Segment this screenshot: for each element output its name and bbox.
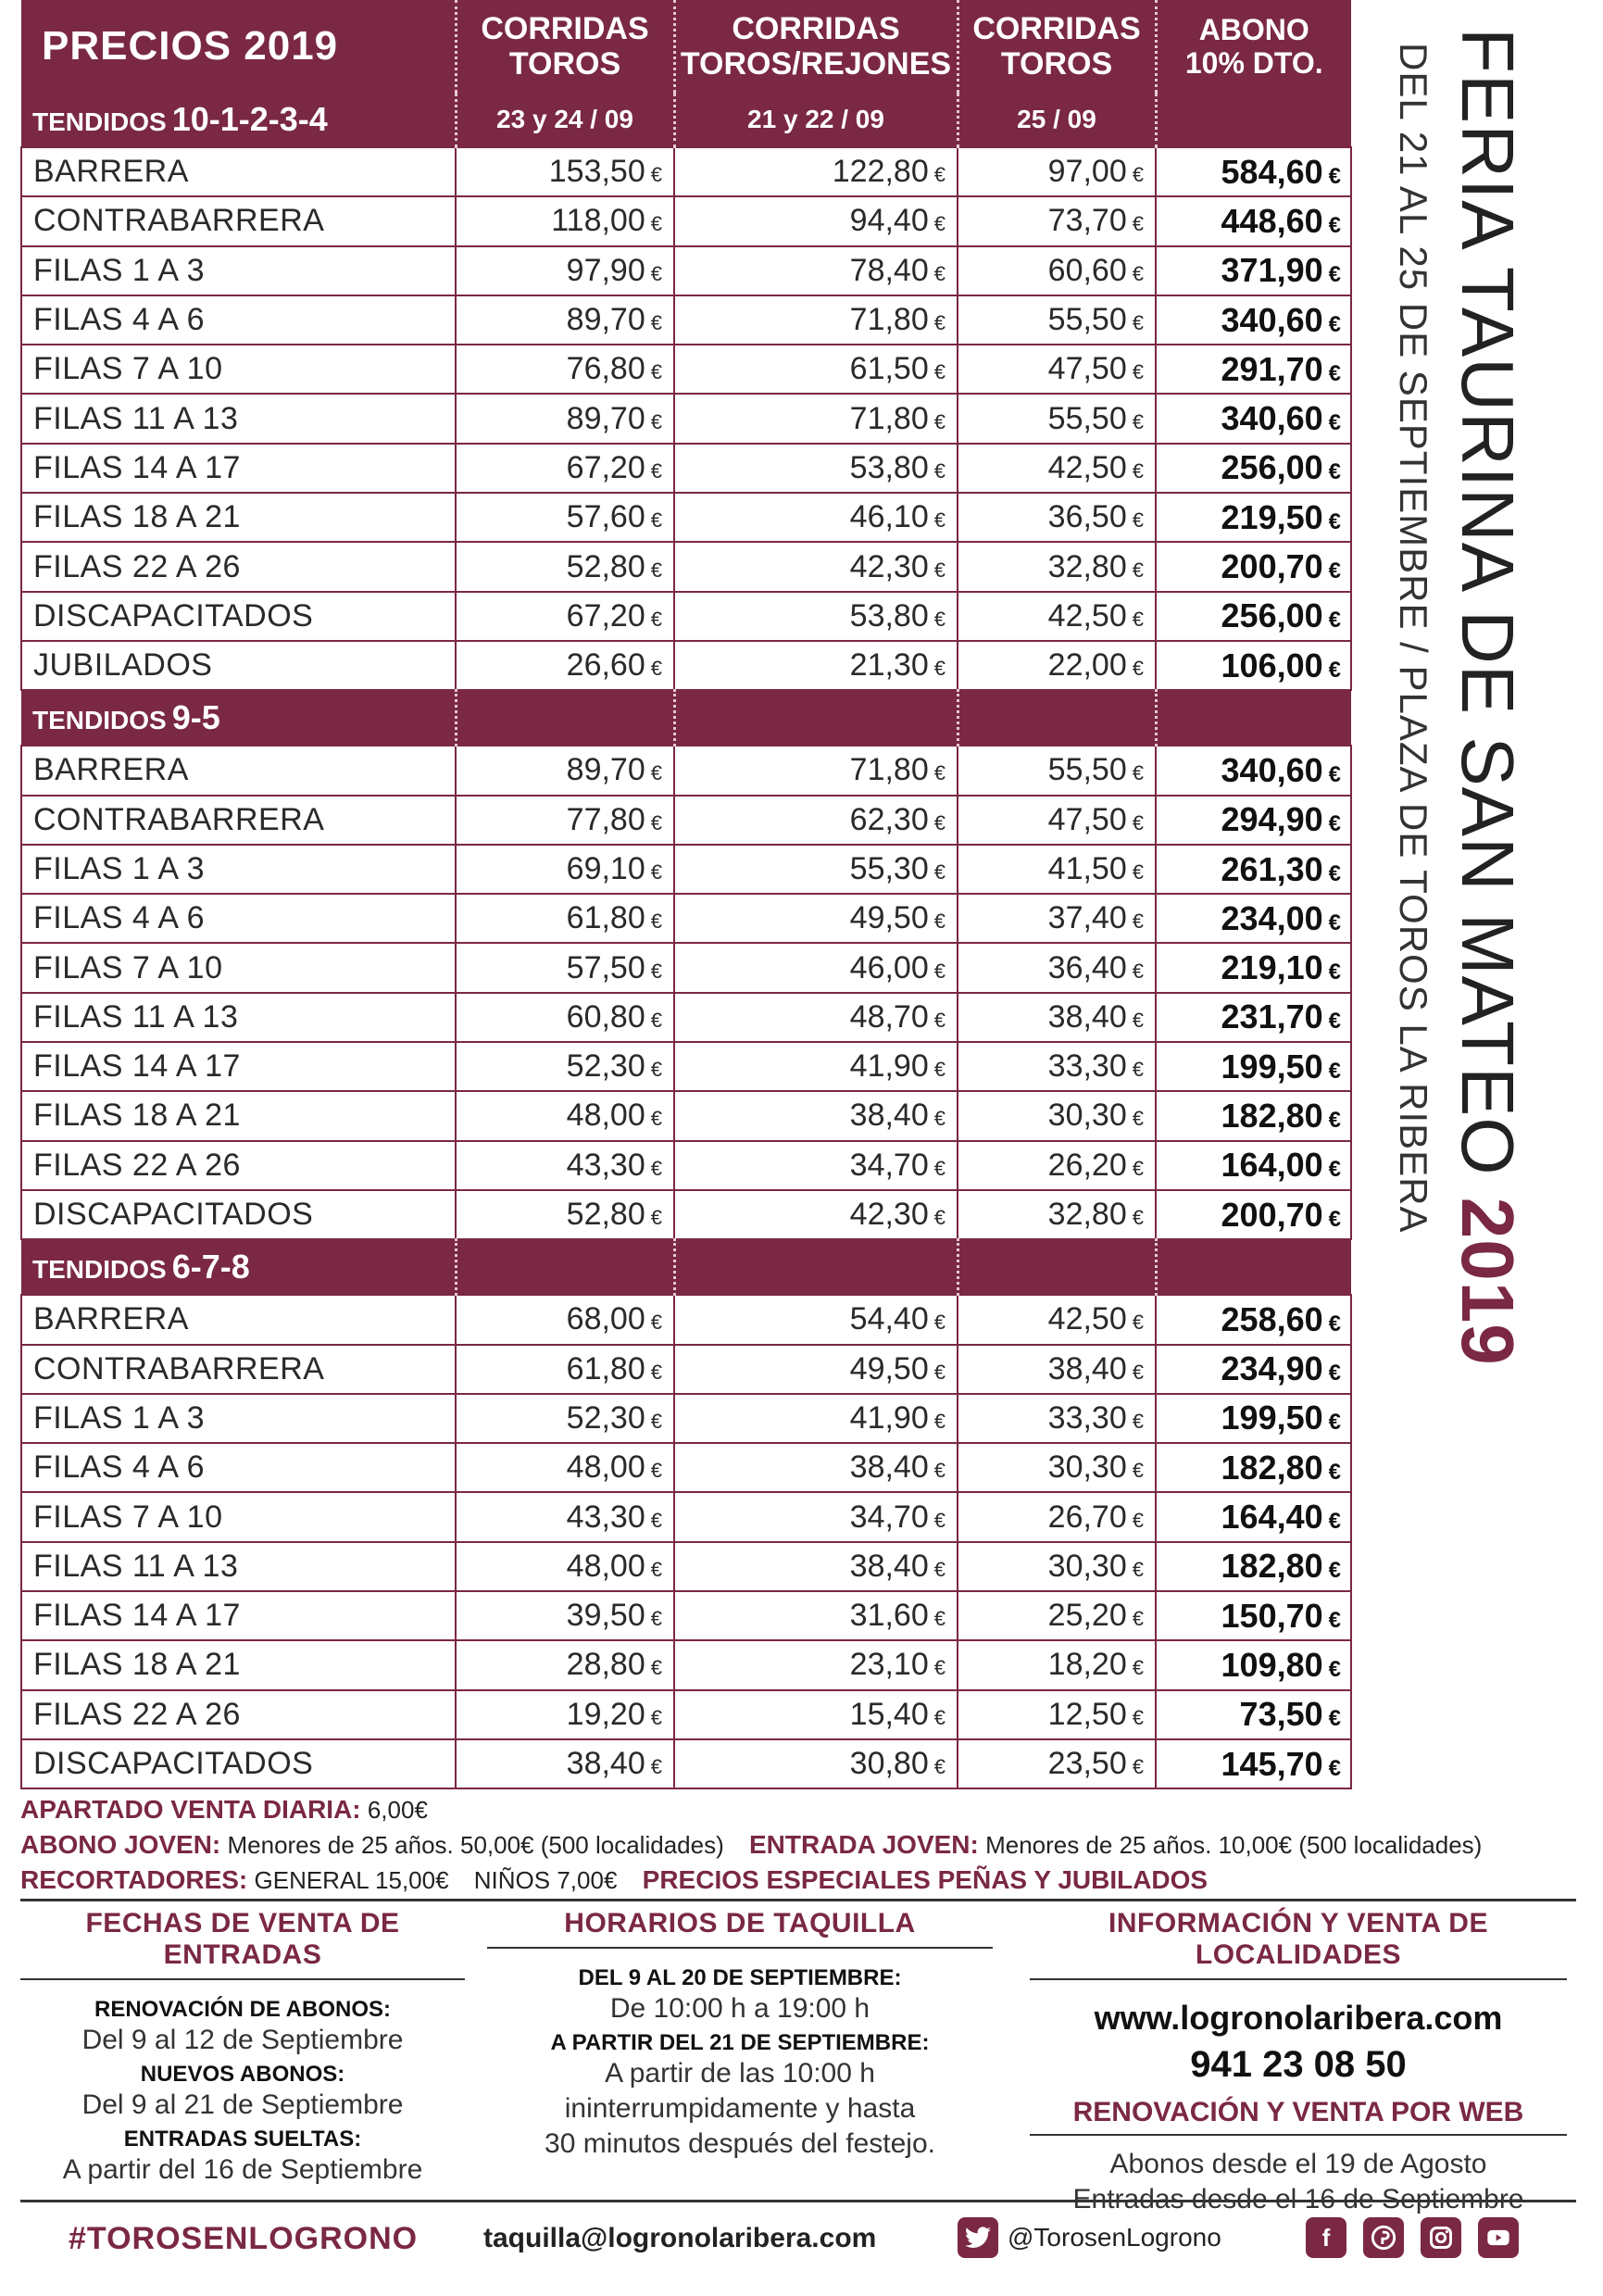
horarios-text: 30 minutos después del festejo. (545, 2128, 935, 2159)
price-cell: 22,00 € (958, 641, 1156, 690)
phone-number[interactable]: 941 23 08 50 (1190, 2044, 1407, 2085)
facebook-icon[interactable]: f (1306, 2217, 1346, 2258)
price-cell: 53,80 € (674, 444, 958, 493)
price-cell: 30,30 € (958, 1542, 1156, 1591)
row-label: FILAS 18 A 21 (21, 1091, 456, 1140)
price-cell: 41,90 € (674, 1042, 958, 1091)
abono-cell: 448,60 € (1156, 196, 1351, 245)
price-cell: 42,50 € (958, 1295, 1156, 1344)
horarios-text: De 10:00 h a 19:00 h (609, 1993, 870, 2024)
price-cell: 61,80 € (456, 894, 674, 943)
section-label: TENDIDOS 10-1-2-3-4 (21, 93, 456, 147)
table-row (21, 592, 1351, 641)
table-row (21, 1295, 1351, 1344)
section-date (674, 690, 958, 746)
table-row (21, 1345, 1351, 1394)
price-cell: 89,70 € (456, 295, 674, 345)
price-cell: 47,50 € (958, 345, 1156, 394)
price-cell: 23,50 € (958, 1739, 1156, 1788)
price-cell: 41,50 € (958, 845, 1156, 894)
table-row (21, 746, 1351, 795)
price-cell: 53,80 € (674, 592, 958, 641)
fechas-label: ENTRADAS SUELTAS: (123, 2127, 362, 2152)
price-cell: 19,20 € (456, 1690, 674, 1739)
price-cell: 26,60 € (456, 641, 674, 690)
abono-cell: 182,80 € (1156, 1443, 1351, 1492)
horarios-title: HORARIOS DE TAQUILLA (487, 1908, 993, 1949)
price-cell: 94,40 € (674, 196, 958, 245)
price-cell: 76,80 € (456, 345, 674, 394)
price-cell: 28,80 € (456, 1640, 674, 1689)
abono-cell: 231,70 € (1156, 993, 1351, 1042)
pinterest-icon[interactable] (1363, 2217, 1404, 2258)
price-cell: 31,60 € (674, 1591, 958, 1640)
col-header-abono: ABONO 10% DTO. (1156, 0, 1351, 93)
section-header (21, 1239, 1351, 1295)
price-cell: 38,40 € (958, 1345, 1156, 1394)
price-cell: 54,40 € (674, 1295, 958, 1344)
social-icons (1306, 2217, 1519, 2258)
price-cell: 38,40 € (958, 993, 1156, 1042)
price-cell: 48,70 € (674, 993, 958, 1042)
section-label: TENDIDOS 9-5 (21, 690, 456, 746)
table-row (21, 196, 1351, 245)
row-label: FILAS 22 A 26 (21, 1141, 456, 1190)
row-label: DISCAPACITADOS (21, 1739, 456, 1788)
price-cell: 52,80 € (456, 1190, 674, 1239)
col-header: CORRIDAS TOROS/REJONES (674, 0, 958, 93)
table-row (21, 1141, 1351, 1190)
price-cell: 48,00 € (456, 1091, 674, 1140)
table-row (21, 493, 1351, 542)
row-label: FILAS 22 A 26 (21, 1690, 456, 1739)
section-date: 21 y 22 / 09 (674, 93, 958, 147)
price-cell: 32,80 € (958, 1190, 1156, 1239)
row-label: FILAS 4 A 6 (21, 295, 456, 345)
vertical-title (1380, 28, 1565, 1366)
section-date (958, 1239, 1156, 1295)
price-cell: 15,40 € (674, 1690, 958, 1739)
price-cell: 47,50 € (958, 796, 1156, 845)
table-row (21, 796, 1351, 845)
row-label: FILAS 18 A 21 (21, 493, 456, 542)
page-title: PRECIOS 2019 (21, 0, 456, 93)
recortadores-note: RECORTADORES: GENERAL 15,00€ NIÑOS 7,00€ PRECIOS ESPECIALES PEÑAS Y JUBILADOS (20, 1865, 1209, 1894)
row-label: BARRERA (21, 147, 456, 196)
table-row (21, 295, 1351, 345)
abono-cell: 219,50 € (1156, 493, 1351, 542)
price-cell: 153,50 € (456, 147, 674, 196)
price-cell: 46,00 € (674, 943, 958, 992)
price-cell: 97,90 € (456, 246, 674, 295)
row-label: FILAS 14 A 17 (21, 1591, 456, 1640)
price-cell: 61,80 € (456, 1345, 674, 1394)
informacion-text: Abonos desde el 19 de Agosto (1109, 2149, 1487, 2179)
section-date (674, 1239, 958, 1295)
price-cell: 71,80 € (674, 295, 958, 345)
row-label: FILAS 11 A 13 (21, 394, 456, 443)
row-label: FILAS 22 A 26 (21, 542, 456, 591)
price-cell: 42,50 € (958, 592, 1156, 641)
section-label: TENDIDOS 6-7-8 (21, 1239, 456, 1295)
price-cell: 38,40 € (674, 1542, 958, 1591)
row-label: FILAS 7 A 10 (21, 345, 456, 394)
fechas-title: FECHAS DE VENTA DE ENTRADAS (20, 1908, 465, 1980)
table-row (21, 1190, 1351, 1239)
price-cell: 30,30 € (958, 1443, 1156, 1492)
informacion-section (1030, 1908, 1567, 2219)
abono-cell: 145,70 € (1156, 1739, 1351, 1788)
fechas-text: Del 9 al 12 de Septiembre (81, 2025, 404, 2055)
price-cell: 46,10 € (674, 493, 958, 542)
section-date: 23 y 24 / 09 (456, 93, 674, 147)
notes (20, 1792, 1585, 1898)
price-cell: 43,30 € (456, 1141, 674, 1190)
price-cell: 37,40 € (958, 894, 1156, 943)
price-cell: 78,40 € (674, 246, 958, 295)
price-cell: 71,80 € (674, 394, 958, 443)
price-cell: 57,50 € (456, 943, 674, 992)
price-cell: 34,70 € (674, 1141, 958, 1190)
section-date (456, 690, 674, 746)
price-cell: 42,50 € (958, 444, 1156, 493)
row-label: FILAS 11 A 13 (21, 993, 456, 1042)
price-cell: 69,10 € (456, 845, 674, 894)
row-label: DISCAPACITADOS (21, 1190, 456, 1239)
abono-cell: 164,40 € (1156, 1492, 1351, 1541)
price-cell: 77,80 € (456, 796, 674, 845)
table-row (21, 394, 1351, 443)
abono-cell: 182,80 € (1156, 1091, 1351, 1140)
section-header (21, 690, 1351, 746)
horarios-text: A partir de las 10:00 h (605, 2058, 875, 2089)
price-cell: 97,00 € (958, 147, 1156, 196)
price-cell: 41,90 € (674, 1394, 958, 1443)
section-date (1156, 690, 1351, 746)
row-label: FILAS 18 A 21 (21, 1640, 456, 1689)
table-row (21, 1394, 1351, 1443)
row-label: CONTRABARRERA (21, 1345, 456, 1394)
abono-cell: 150,70 € (1156, 1591, 1351, 1640)
abono-cell: 219,10 € (1156, 943, 1351, 992)
price-cell: 38,40 € (674, 1443, 958, 1492)
price-cell: 18,20 € (958, 1640, 1156, 1689)
price-cell: 89,70 € (456, 394, 674, 443)
website-link[interactable]: www.logronolaribera.com (1094, 1999, 1503, 2037)
email-link[interactable]: taquilla@logronolaribera.com (483, 2223, 877, 2253)
price-cell: 42,30 € (674, 542, 958, 591)
price-cell: 60,80 € (456, 993, 674, 1042)
instagram-icon[interactable] (1421, 2217, 1461, 2258)
table-row (21, 1042, 1351, 1091)
price-cell: 60,60 € (958, 246, 1156, 295)
row-label: JUBILADOS (21, 641, 456, 690)
youtube-icon[interactable] (1478, 2217, 1519, 2258)
price-cell: 122,80 € (674, 147, 958, 196)
price-cell: 89,70 € (456, 746, 674, 795)
price-cell: 43,30 € (456, 1492, 674, 1541)
abono-cell: 199,50 € (1156, 1042, 1351, 1091)
price-cell: 25,20 € (958, 1591, 1156, 1640)
price-cell: 33,30 € (958, 1394, 1156, 1443)
abono-cell: 106,00 € (1156, 641, 1351, 690)
price-cell: 68,00 € (456, 1295, 674, 1344)
price-cell: 57,60 € (456, 493, 674, 542)
price-cell: 62,30 € (674, 796, 958, 845)
row-label: FILAS 4 A 6 (21, 1443, 456, 1492)
joven-note: ABONO JOVEN: Menores de 25 años. 50,00€ (500 localidades) ENTRADA JOVEN: Menores de 25 años. 10,00€ (500 localidades) (20, 1830, 1483, 1859)
abono-cell: 73,50 € (1156, 1690, 1351, 1739)
price-cell: 26,70 € (958, 1492, 1156, 1541)
price-table (20, 0, 1352, 1789)
table-row (21, 1739, 1351, 1788)
renovacion-title: RENOVACIÓN Y VENTA POR WEB (1030, 2097, 1567, 2136)
price-cell: 52,30 € (456, 1394, 674, 1443)
price-cell: 55,50 € (958, 295, 1156, 345)
table-row (21, 894, 1351, 943)
abono-cell: 256,00 € (1156, 592, 1351, 641)
price-cell: 52,80 € (456, 542, 674, 591)
abono-cell: 109,80 € (1156, 1640, 1351, 1689)
horarios-label: A PARTIR DEL 21 DE SEPTIEMBRE: (550, 2030, 930, 2055)
table-row (21, 1591, 1351, 1640)
table-row (21, 993, 1351, 1042)
price-cell: 30,80 € (674, 1739, 958, 1788)
col-header: CORRIDAS TOROS (456, 0, 674, 93)
horarios-label: DEL 9 AL 20 DE SEPTIEMBRE: (578, 1965, 902, 1990)
abono-cell: 294,90 € (1156, 796, 1351, 845)
footer (20, 2214, 1576, 2269)
abono-cell: 200,70 € (1156, 1190, 1351, 1239)
abono-cell: 584,60 € (1156, 147, 1351, 196)
row-label: FILAS 1 A 3 (21, 246, 456, 295)
abono-cell: 291,70 € (1156, 345, 1351, 394)
abono-cell: 261,30 € (1156, 845, 1351, 894)
abono-cell: 371,90 € (1156, 246, 1351, 295)
price-cell: 49,50 € (674, 894, 958, 943)
table-row (21, 1492, 1351, 1541)
price-cell: 52,30 € (456, 1042, 674, 1091)
price-cell: 73,70 € (958, 196, 1156, 245)
price-cell: 38,40 € (456, 1739, 674, 1788)
divider (20, 2200, 1576, 2202)
row-label: FILAS 7 A 10 (21, 943, 456, 992)
row-label: CONTRABARRERA (21, 796, 456, 845)
section-date: 25 / 09 (958, 93, 1156, 147)
table-header (21, 0, 1351, 93)
table-row (21, 1443, 1351, 1492)
price-cell: 26,20 € (958, 1141, 1156, 1190)
price-cell: 36,50 € (958, 493, 1156, 542)
row-label: FILAS 14 A 17 (21, 1042, 456, 1091)
table-row (21, 641, 1351, 690)
twitter-icon[interactable] (958, 2217, 998, 2258)
abono-cell: 256,00 € (1156, 444, 1351, 493)
col-header: CORRIDAS TOROS (958, 0, 1156, 93)
price-cell: 36,40 € (958, 943, 1156, 992)
price-cell: 61,50 € (674, 345, 958, 394)
row-label: DISCAPACITADOS (21, 592, 456, 641)
abono-cell: 199,50 € (1156, 1394, 1351, 1443)
table-row (21, 444, 1351, 493)
price-cell: 12,50 € (958, 1690, 1156, 1739)
row-label: FILAS 4 A 6 (21, 894, 456, 943)
price-cell: 21,30 € (674, 641, 958, 690)
table-row (21, 1640, 1351, 1689)
table-row (21, 943, 1351, 992)
abono-cell: 164,00 € (1156, 1141, 1351, 1190)
price-cell: 34,70 € (674, 1492, 958, 1541)
price-cell: 23,10 € (674, 1640, 958, 1689)
price-cell: 67,20 € (456, 592, 674, 641)
price-cell: 39,50 € (456, 1591, 674, 1640)
table-row (21, 1091, 1351, 1140)
row-label: FILAS 14 A 17 (21, 444, 456, 493)
row-label: FILAS 1 A 3 (21, 1394, 456, 1443)
row-label: FILAS 11 A 13 (21, 1542, 456, 1591)
divider (20, 1899, 1576, 1901)
table-row (21, 845, 1351, 894)
table-row (21, 542, 1351, 591)
section-date (1156, 1239, 1351, 1295)
fechas-label: NUEVOS ABONOS: (140, 2062, 345, 2087)
price-cell: 55,50 € (958, 746, 1156, 795)
abono-cell: 234,90 € (1156, 1345, 1351, 1394)
price-cell: 71,80 € (674, 746, 958, 795)
price-cell: 67,20 € (456, 444, 674, 493)
price-cell: 48,00 € (456, 1443, 674, 1492)
abono-cell: 340,60 € (1156, 394, 1351, 443)
section-header (21, 93, 1351, 147)
apartado-note: APARTADO VENTA DIARIA: 6,00€ (20, 1795, 428, 1824)
row-label: FILAS 1 A 3 (21, 845, 456, 894)
section-date (958, 690, 1156, 746)
abono-cell: 200,70 € (1156, 542, 1351, 591)
informacion-text: Entradas desde el 16 de Septiembre (1072, 2184, 1524, 2214)
price-cell: 38,40 € (674, 1091, 958, 1140)
fechas-text: Del 9 al 21 de Septiembre (81, 2089, 404, 2120)
horarios-section (487, 1908, 993, 2164)
price-cell: 42,30 € (674, 1190, 958, 1239)
table-row (21, 1542, 1351, 1591)
price-cell: 55,50 € (958, 394, 1156, 443)
section-date (1156, 93, 1351, 147)
abono-cell: 340,60 € (1156, 295, 1351, 345)
row-label: FILAS 7 A 10 (21, 1492, 456, 1541)
abono-cell: 258,60 € (1156, 1295, 1351, 1344)
section-date (456, 1239, 674, 1295)
row-label: CONTRABARRERA (21, 196, 456, 245)
price-cell: 33,30 € (958, 1042, 1156, 1091)
horarios-text: ininterrumpidamente y hasta (564, 2093, 916, 2124)
abono-cell: 182,80 € (1156, 1542, 1351, 1591)
price-cell: 55,30 € (674, 845, 958, 894)
row-label: BARRERA (21, 746, 456, 795)
fechas-text: A partir del 16 de Septiembre (62, 2154, 423, 2185)
event-title: FERIA TAURINA DE SAN MATEO 2019 (1446, 28, 1529, 1366)
abono-cell: 340,60 € (1156, 746, 1351, 795)
row-label: BARRERA (21, 1295, 456, 1344)
price-cell: 49,50 € (674, 1345, 958, 1394)
twitter-handle[interactable]: @TorosenLogrono (958, 2217, 1221, 2258)
fechas-label: RENOVACIÓN DE ABONOS: (94, 1997, 391, 2022)
table-row (21, 246, 1351, 295)
price-cell: 32,80 € (958, 542, 1156, 591)
hashtag[interactable]: #TOROSENLOGRONO (69, 2221, 419, 2256)
fechas-section (20, 1908, 465, 2189)
price-cell: 30,30 € (958, 1091, 1156, 1140)
table-row (21, 1690, 1351, 1739)
price-cell: 118,00 € (456, 196, 674, 245)
abono-cell: 234,00 € (1156, 894, 1351, 943)
informacion-title: INFORMACIÓN Y VENTA DE LOCALIDADES (1030, 1908, 1567, 1980)
table-row (21, 345, 1351, 394)
table-row (21, 147, 1351, 196)
event-subtitle: DEL 21 AL 25 DE SEPTIEMBRE / PLAZA DE TOROS LA RIBERA (1392, 43, 1435, 1234)
price-cell: 48,00 € (456, 1542, 674, 1591)
